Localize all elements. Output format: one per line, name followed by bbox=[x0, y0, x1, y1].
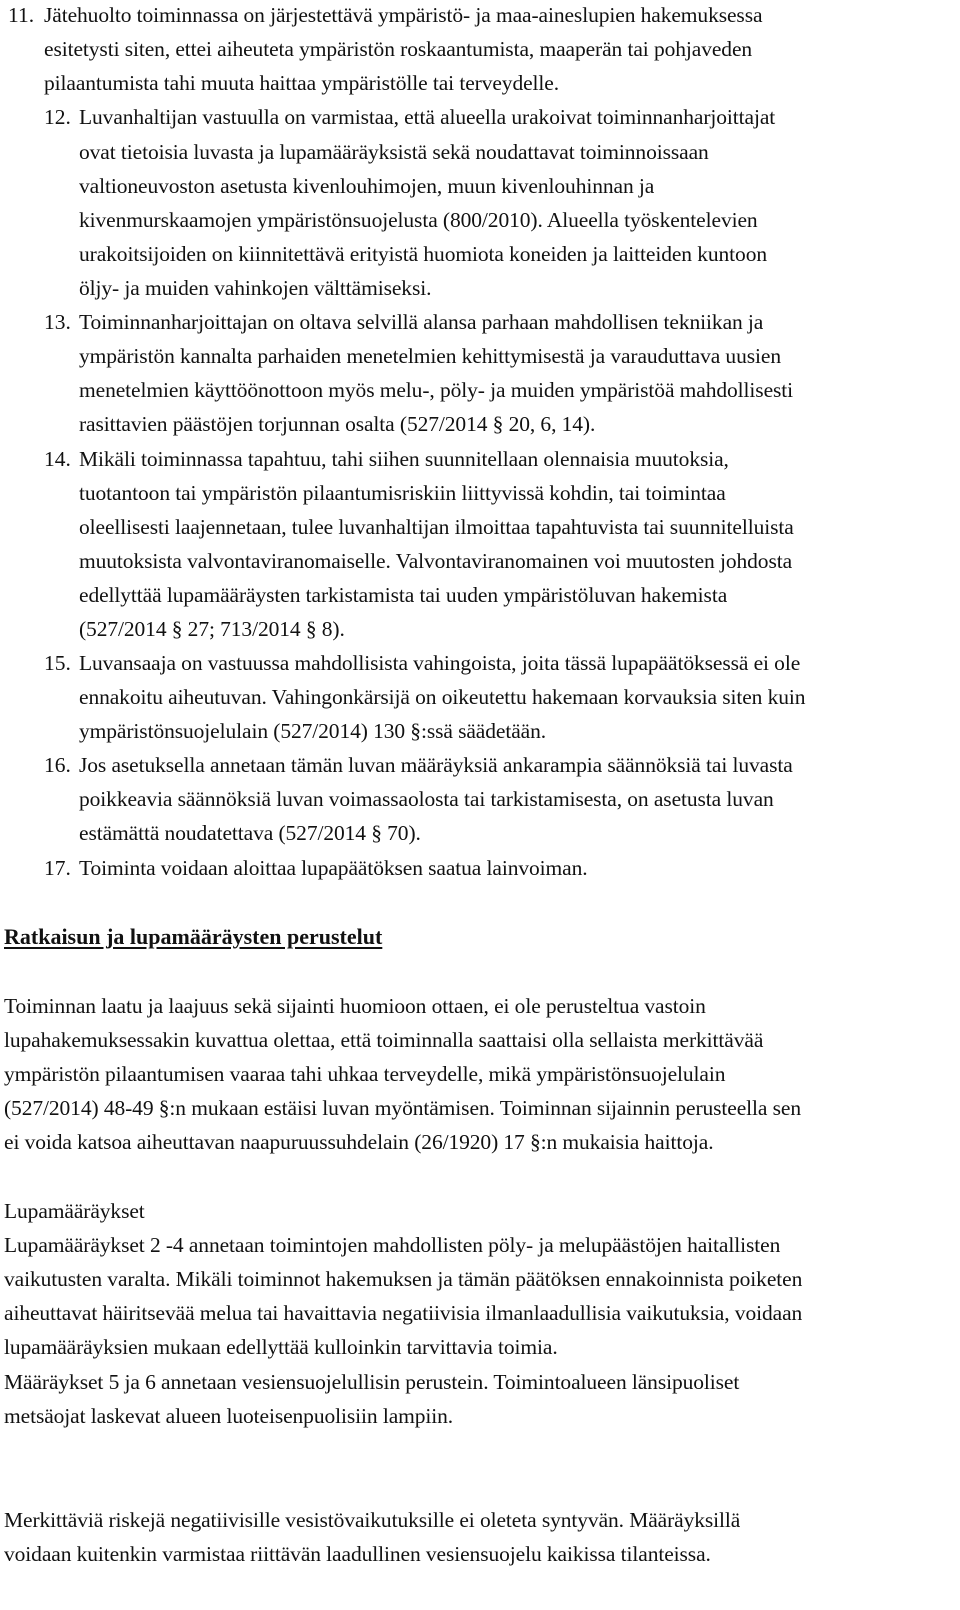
list-number: 12. bbox=[44, 105, 71, 129]
text-line: menetelmien käyttöönottoon myös melu-, pöly- ja muiden ympäristöä mahdollisesti bbox=[79, 378, 794, 402]
text-line: Lupamääräykset 2 -4 annetaan toimintojen mahdollisten pöly- ja melupäästöjen haitallisten bbox=[4, 1233, 781, 1257]
text-line: Määräykset 5 ja 6 annetaan vesiensuojelullisin perustein. Toimintoalueen länsipuoliset bbox=[4, 1370, 740, 1394]
text-line: voidaan kuitenkin varmistaa riittävän laadullinen vesiensuojelu kaikissa tilanteissa. bbox=[4, 1542, 711, 1566]
list-number: 14. bbox=[44, 447, 71, 471]
text-line: esitetysti siten, ettei aiheuteta ympäristön roskaantumista, maaperän tai pohjaveden bbox=[44, 37, 753, 61]
text-line: öljy- ja muiden vahinkojen välttämiseksi. bbox=[79, 276, 432, 300]
text-line: lupamääräyksien mukaan edellyttää kulloinkin tarvittavia toimia. bbox=[4, 1335, 558, 1359]
text-line: pilaantumista tahi muuta haittaa ympäristölle tai terveydelle. bbox=[44, 71, 560, 95]
text-line: aiheuttavat häiritsevää melua tai havaittavia negatiivisia ilmanlaadullisia vaikutuksia, voidaan bbox=[4, 1301, 803, 1325]
list-number: 13. bbox=[44, 310, 71, 334]
text-line: (527/2014 § 27; 713/2014 § 8). bbox=[79, 617, 345, 641]
text-line: estämättä noudatettava (527/2014 § 70). bbox=[79, 821, 421, 845]
text-line: urakoitsijoiden on kiinnitettävä erityistä huomiota koneiden ja laitteiden kuntoon bbox=[79, 242, 768, 266]
list-number: 16. bbox=[44, 753, 71, 777]
text-line: Luvanhaltijan vastuulla on varmistaa, että alueella urakoivat toiminnanharjoittajat bbox=[79, 105, 776, 129]
text-line: ennakoitu aiheutuvan. Vahingonkärsijä on oikeutettu hakemaan korvauksia siten kuin bbox=[79, 685, 806, 709]
text-line: edellyttää lupamääräysten tarkistamista tai uuden ympäristöluvan hakemista bbox=[79, 583, 728, 607]
text-line: ovat tietoisia luvasta ja lupamääräyksistä sekä noudattavat toiminnoissaan bbox=[79, 140, 709, 164]
text-line: rasittavien päästöjen torjunnan osalta (527/2014 § 20, 6, 14). bbox=[79, 412, 596, 436]
text-line: Luvansaaja on vastuussa mahdollisista vahingoista, joita tässä lupapäätöksessä ei ole bbox=[79, 651, 801, 675]
text-line: kivenmurskaamojen ympäristönsuojelusta (800/2010). Alueella työskentelevien bbox=[79, 208, 758, 232]
text-line: oleellisesti laajennetaan, tulee luvanhaltijan ilmoittaa tapahtuvista tai suunnitelluista bbox=[79, 515, 794, 539]
text-line: Merkittäviä riskejä negatiivisille vesistövaikutuksille ei oleteta syntyvän. Määräyksillä bbox=[4, 1508, 741, 1532]
text-line: ympäristön kannalta parhaiden menetelmien kehittymisestä ja varauduttava uusien bbox=[79, 344, 781, 368]
text-line: Mikäli toiminnassa tapahtuu, tahi siihen suunnitellaan olennaisia muutoksia, bbox=[79, 447, 729, 471]
text-line: Toiminnanharjoittajan on oltava selvillä alansa parhaan mahdollisen tekniikan ja bbox=[79, 310, 764, 334]
text-line: tuotantoon tai ympäristön pilaantumisriskiin liittyvissä kohdin, tai toimintaa bbox=[79, 481, 726, 505]
text-line: ympäristönsuojelulain (527/2014) 130 §:ssä säädetään. bbox=[79, 719, 547, 743]
text-line: Toiminta voidaan aloittaa lupapäätöksen saatua lainvoiman. bbox=[79, 856, 588, 880]
text-line: ympäristön pilaantumisen vaaraa tahi uhkaa terveydelle, mikä ympäristönsuojelulain bbox=[4, 1062, 726, 1086]
text-line: lupahakemuksessakin kuvattua olettaa, että toiminnalla saattaisi olla sellaista merkittävää bbox=[4, 1028, 764, 1052]
text-line: Jätehuolto toiminnassa on järjestettävä ympäristö- ja maa-aineslupien hakemuksessa bbox=[44, 3, 763, 27]
text-line: muutoksista valvontaviranomaiselle. Valvontaviranomainen voi muutosten johdosta bbox=[79, 549, 793, 573]
text-line: (527/2014) 48-49 §:n mukaan estäisi luvan myöntämisen. Toiminnan sijainnin perusteella sen bbox=[4, 1096, 801, 1120]
list-number: 15. bbox=[44, 651, 71, 675]
section-heading: Ratkaisun ja lupamääräysten perustelut bbox=[4, 924, 383, 949]
text-line: ei voida katsoa aiheuttavan naapuruussuhdelain (26/1920) 17 §:n mukaisia haittoja. bbox=[4, 1130, 714, 1154]
subsection-title: Lupamääräykset bbox=[4, 1199, 145, 1223]
text-line: Jos asetuksella annetaan tämän luvan määräyksiä ankarampia säännöksiä tai luvasta bbox=[79, 753, 793, 777]
list-number: 11. bbox=[8, 3, 35, 27]
text-line: metsäojat laskevat alueen luoteisenpuolisiin lampiin. bbox=[4, 1404, 454, 1428]
text-line: poikkeavia säännöksiä luvan voimassaolosta tai tarkistamisesta, on asetusta luvan bbox=[79, 787, 774, 811]
text-line: vaikutusten varalta. Mikäli toiminnot hakemuksen ja tämän päätöksen ennakoinnista poiketen bbox=[4, 1267, 803, 1291]
text-line: valtioneuvoston asetusta kivenlouhimojen, muun kivenlouhinnan ja bbox=[79, 174, 655, 198]
text-line: Toiminnan laatu ja laajuus sekä sijainti huomioon ottaen, ei ole perusteltua vastoin bbox=[4, 994, 706, 1018]
list-number: 17. bbox=[44, 856, 71, 880]
